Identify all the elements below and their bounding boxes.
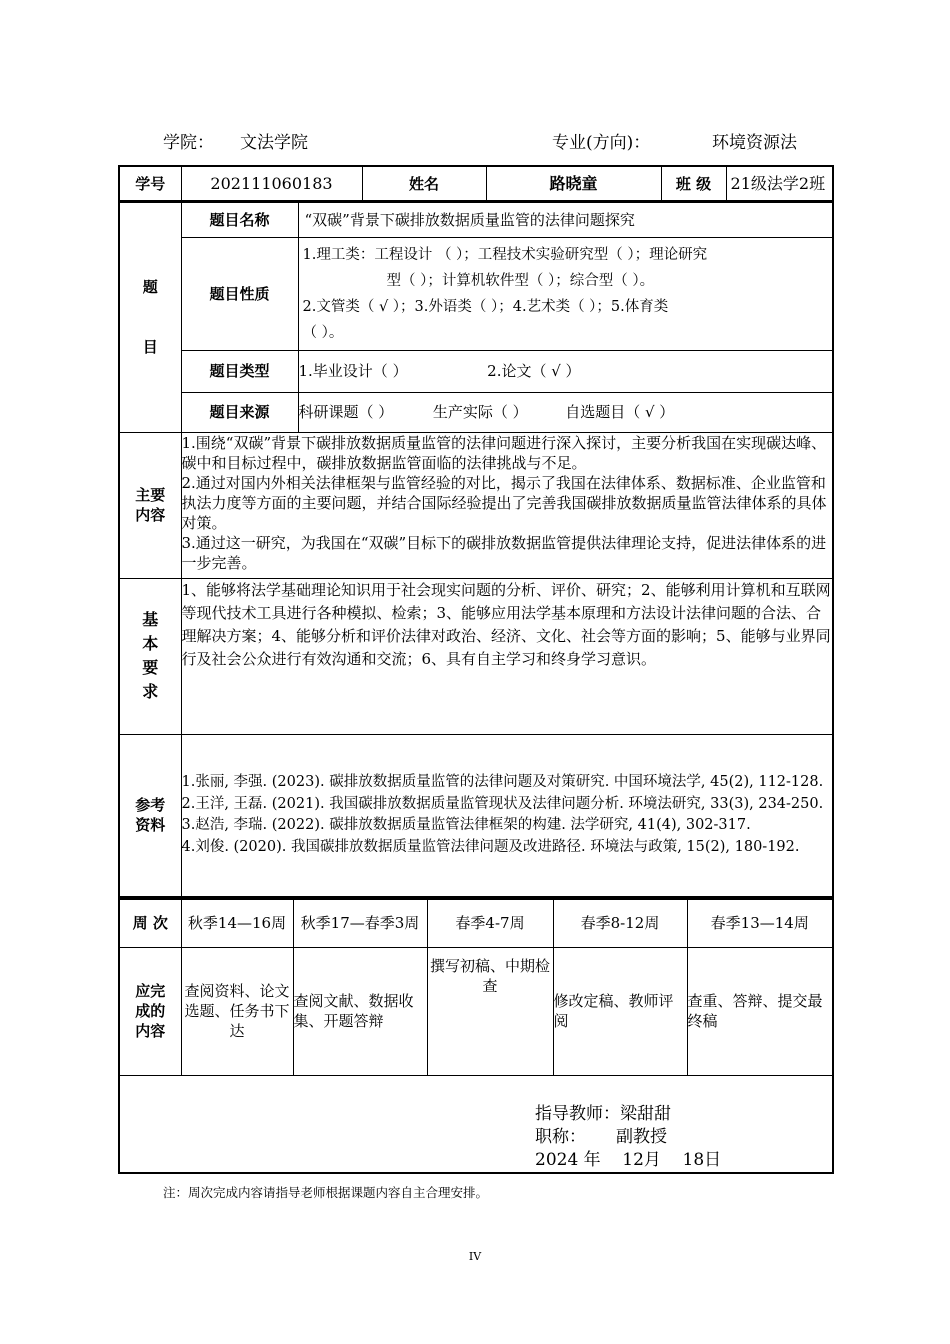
type-option-thesis: 2.论文（ √ ） (487, 362, 581, 380)
source-option-research: 科研课题（ ） (298, 403, 394, 421)
task-cell: 查阅资料、论文选题、任务书下达 (181, 947, 293, 1075)
topic-title-label: 题目名称 (181, 202, 298, 237)
topic-nature-options (298, 237, 833, 350)
major-value: 环境资源法 (712, 133, 797, 153)
topic-source-options (298, 392, 833, 432)
topic-type-options (298, 350, 833, 392)
topic-section-char-1: 题 (142, 278, 158, 297)
content-paragraph-3: 3.通过这一研究，为我国在“双碳”目标下的碳排放数据监管提供法律理论支持，促进法律体系的进一步完善。 (181, 533, 827, 572)
major-label: 专业(方向)： (552, 133, 651, 153)
week-cell: 春季8-12周 (553, 899, 687, 947)
reference-item-1: 1.张丽, 李强. (2023). 碳排放数据质量监管的法律问题及对策研究. 中国环境法学, 45(2), 112-128. (181, 774, 824, 791)
name-value: 路晓童 (486, 166, 661, 201)
task-form-table (118, 165, 834, 202)
topic-table (118, 201, 834, 898)
signature-cell (119, 1075, 833, 1173)
reference-item-4: 4.刘俊. (2020). 我国碳排放数据质量监管法律问题及改进路径. 环境法与政策, 15(2), 180-192. (181, 838, 800, 855)
week-label: 周 次 (119, 899, 181, 947)
requirements-char-3: 要 (142, 658, 159, 677)
class-label: 班 级 (661, 166, 726, 201)
task-cell: 修改定稿、教师评阅 (553, 947, 687, 1075)
name-label: 姓名 (362, 166, 486, 201)
nature-line-1: 1.理工类：工程设计 （ ）；工程技术实验研究型（ ）；理论研究 (302, 246, 708, 263)
task-label-line-3: 内容 (135, 1022, 166, 1040)
schedule-task-row (119, 947, 833, 1075)
references-list (181, 734, 833, 897)
college-value: 文法学院 (240, 133, 308, 153)
schedule-week-row (119, 899, 833, 947)
task-cell: 查阅文献、数据收集、开题答辩 (293, 947, 427, 1075)
topic-section-label (119, 202, 181, 432)
content-text (181, 432, 833, 578)
content-paragraph-1: 1.围绕“双碳”背景下碳排放数据质量监管的法律问题进行深入探讨，主要分析我国在实现碳达峰、碳中和目标过程中，碳排放数据监管面临的法律挑战与不足。 (181, 433, 827, 472)
student-id-value: 202111060183 (181, 166, 362, 201)
requirements-char-4: 求 (142, 682, 159, 701)
week-cell: 春季13—14周 (687, 899, 833, 947)
footnote: 注：周次完成内容请指导老师根据课题内容自主合理安排。 (163, 1185, 489, 1200)
task-cell: 查重、答辩、提交最终稿 (687, 947, 833, 1075)
class-value: 21级法学2班 (726, 166, 833, 201)
content-label-line-2: 内容 (135, 506, 166, 524)
nature-line-3: 2.文管类（ √ ）；3.外语类（ ）；4.艺术类（ ）；5.体育类 (302, 298, 669, 315)
task-label (119, 947, 181, 1075)
student-info-row (119, 166, 833, 201)
content-label-line-1: 主要 (135, 486, 166, 504)
signature-date: 2024 年 12月 18日 (535, 1150, 722, 1170)
signature-row (119, 1075, 833, 1173)
schedule-table (118, 898, 834, 1174)
topic-source-label: 题目来源 (181, 392, 298, 432)
signature-block (535, 1103, 721, 1172)
topic-section-char-2: 目 (142, 338, 158, 357)
requirements-char-1: 基 (142, 610, 159, 629)
requirements-label (119, 578, 181, 734)
source-option-production: 生产实际（ ） (432, 403, 528, 421)
references-label (119, 734, 181, 897)
advisor-title-label: 职称： (535, 1127, 586, 1147)
topic-nature-label: 题目性质 (181, 237, 298, 350)
week-cell: 秋季14—16周 (181, 899, 293, 947)
task-label-line-2: 成的 (135, 1002, 166, 1020)
college-label: 学院： (163, 133, 214, 153)
advisor-title-line (535, 1126, 721, 1149)
nature-line-4: （ ）。 (302, 324, 344, 341)
topic-type-label: 题目类型 (181, 350, 298, 392)
advisor-title-value: 副教授 (616, 1127, 667, 1147)
week-cell: 秋季17—春季3周 (293, 899, 427, 947)
references-label-line-1: 参考 (135, 796, 166, 815)
references-label-line-2: 资料 (135, 816, 166, 835)
page-number: IV (468, 1250, 482, 1263)
content-label (119, 432, 181, 578)
type-option-design: 1.毕业设计（ ） (298, 362, 408, 380)
week-cell: 春季4-7周 (427, 899, 553, 947)
requirements-char-2: 本 (142, 634, 159, 653)
advisor-name: 指导教师：梁甜甜 (535, 1104, 671, 1124)
reference-item-3: 3.赵浩, 李瑞. (2022). 碳排放数据质量监管法律框架的构建. 法学研究, 41(4), 302-317. (181, 817, 751, 834)
reference-item-2: 2.王洋, 王磊. (2021). 我国碳排放数据质量监管现状及法律问题分析. 环境法研究, 33(3), 234-250. (181, 795, 824, 812)
student-id-label: 学号 (119, 166, 181, 201)
requirements-text: 1、能够将法学基础理论知识用于社会现实问题的分析、评价、研究；2、能够利用计算机和互联网等现代技术工具进行各种模拟、检索；3、能够应用法学基本原理和方法设计法律问题的合法、合理解决方案；4、能够分析和评价法律对政治、经济、文化、社会等方面的影响；5、能够与业界同行及社会公众进行有效沟通和交流；6、具有自主学习和终身学习意识。 (181, 578, 833, 734)
nature-line-2: 型（ ）；计算机软件型（ ）；综合型（ ）。 (386, 272, 655, 289)
task-cell: 撰写初稿、中期检查 (427, 947, 553, 1075)
source-option-self-selected: 自选题目（ √ ） (565, 403, 675, 421)
task-label-line-1: 应完 (135, 982, 166, 1000)
content-paragraph-2: 2.通过对国内外相关法律框架与监管经验的对比，揭示了我国在法律体系、数据标准、企业监管和执法力度等方面的主要问题，并结合国际经验提出了完善我国碳排放数据质量监管法律体系的具体对策。 (181, 473, 827, 532)
topic-title-value: “双碳”背景下碳排放数据质量监管的法律问题探究 (298, 202, 833, 237)
